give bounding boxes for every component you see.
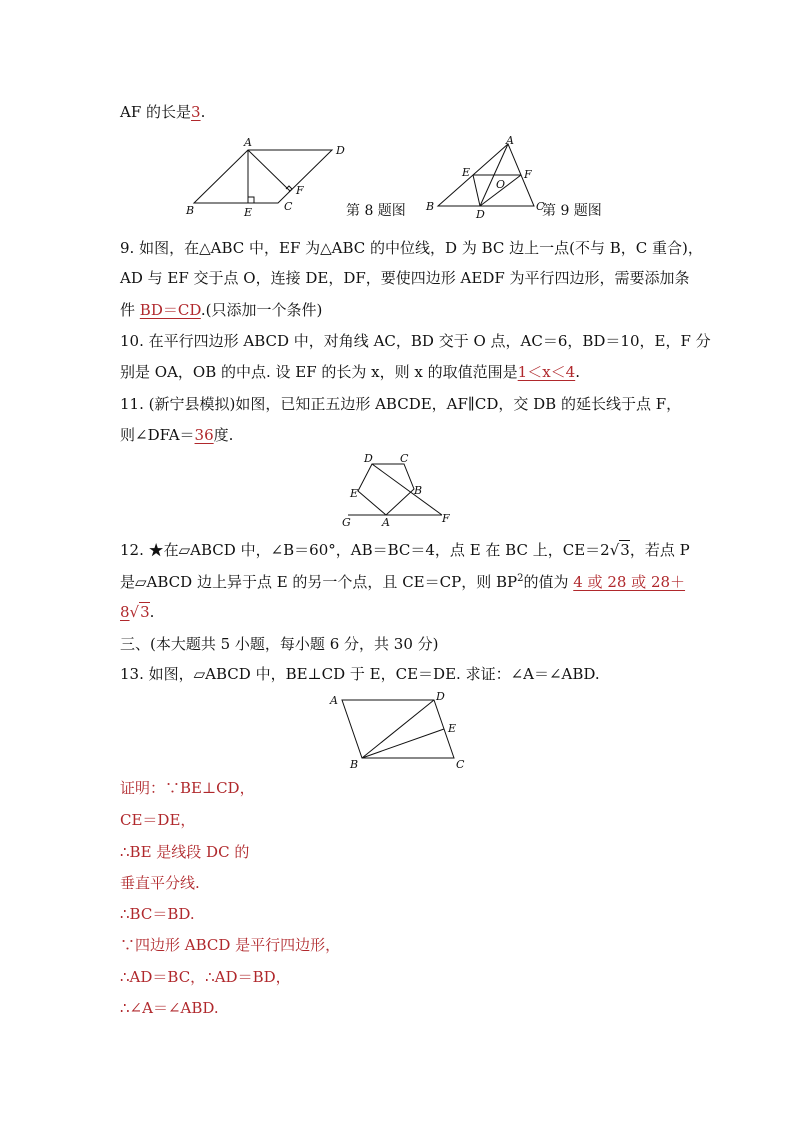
- q9-line-3: 件 BD＝CD.(只添加一个条件): [120, 301, 323, 319]
- label-e: E: [462, 166, 471, 179]
- proof-line-5: ∴BC＝BD.: [120, 905, 195, 923]
- q13-stem: 13. 如图，▱ABCD 中，BE⊥CD 于 E，CE＝DE. 求证：∠A＝∠ABD.: [120, 665, 600, 683]
- proof-line-2: CE＝DE，: [120, 811, 196, 829]
- proof-line-3: ∴BE 是线段 DC 的: [120, 843, 250, 861]
- label-c: C: [456, 758, 465, 771]
- label-b: B: [186, 204, 195, 217]
- label-c: C: [536, 200, 545, 213]
- label-f: F: [296, 184, 304, 197]
- q12-line-3: 8√3.: [120, 603, 155, 621]
- label-a: A: [244, 136, 252, 149]
- q12-answer-part-2: 8√3: [120, 603, 150, 621]
- figure-13-diagram: [326, 690, 476, 774]
- q12-line-1: 12. ★在▱ABCD 中，∠B＝60°，AB＝BC＝4，点 E 在 BC 上，CE＝2√3，若点 P: [120, 541, 690, 559]
- label-a: A: [382, 516, 390, 529]
- label-e: E: [350, 487, 359, 500]
- label-c: C: [400, 452, 409, 465]
- proof-line-4: 垂直平分线.: [120, 874, 200, 892]
- label-b: B: [426, 200, 435, 213]
- figure-11-diagram: [336, 452, 466, 532]
- parallelogram-abcd: [194, 150, 332, 203]
- figure-9: [420, 136, 550, 220]
- proof-line-8: ∴∠A＝∠ABD.: [120, 999, 219, 1017]
- q11-line-2: 则∠DFA＝36度.: [120, 426, 234, 444]
- q11-answer: 36: [194, 426, 214, 444]
- figure-8: [180, 136, 350, 220]
- q9-line-2: AD 与 EF 交于点 O，连接 DE，DF，要使四边形 AEDF 为平行四边形，需要添加条: [120, 269, 690, 287]
- figure-9-diagram: [420, 136, 550, 220]
- label-d: D: [336, 144, 345, 157]
- label-f: F: [442, 512, 450, 525]
- label-f: F: [524, 168, 532, 181]
- figure-11: [336, 452, 466, 532]
- right-angle-e: [248, 197, 254, 203]
- section-3-heading: 三、(本大题共 5 小题，每小题 6 分，共 30 分): [120, 635, 439, 653]
- q10-answer: 1＜x＜4: [517, 363, 576, 381]
- q12-answer-part-1: 4 或 28 或 28＋: [573, 573, 686, 591]
- q8-answer: 3: [191, 103, 201, 121]
- label-b: B: [414, 484, 423, 497]
- label-c: C: [284, 200, 293, 213]
- q10-line-1: 10. 在平行四边形 ABCD 中，对角线 AC，BD 交于 O 点，AC＝6，BD＝10，E，F 分: [120, 332, 711, 350]
- segment-af: [248, 150, 290, 191]
- label-e: E: [244, 206, 253, 219]
- q11-line-1: 11. (新宁县模拟)如图，已知正五边形 ABCDE，AF∥CD，交 DB 的延长线于点 F，: [120, 395, 682, 413]
- label-d: D: [436, 690, 445, 703]
- proof-line-1: 证明：∵BE⊥CD，: [120, 779, 255, 797]
- sqrt-symbol: √3: [609, 541, 630, 559]
- right-angle-f: [286, 186, 292, 192]
- proof-line-6: ∵四边形 ABCD 是平行四边形，: [120, 936, 341, 954]
- label-d: D: [476, 208, 485, 221]
- segment-be: [362, 729, 444, 758]
- label-e: E: [448, 722, 457, 735]
- label-b: B: [350, 758, 359, 771]
- q9-line-1: 9. 如图，在△ABC 中，EF 为△ABC 的中位线，D 为 BC 边上一点(不与 B，C 重合)，: [120, 239, 703, 257]
- q12-line-2: 是▱ABCD 边上异于点 E 的另一个点，且 CE＝CP，则 $BP^2$的值为 4 或 28 或 28＋: [120, 573, 686, 591]
- label-o: O: [496, 178, 506, 191]
- figure-13: [326, 690, 476, 774]
- figure-9-caption: 第 9 题图: [542, 203, 602, 219]
- label-a: A: [330, 694, 338, 707]
- q8-answer-line: AF 的长是3.: [120, 103, 206, 121]
- figure-8-caption: 第 8 题图: [346, 203, 406, 219]
- proof-line-7: ∴AD＝BC，∴AD＝BD，: [120, 968, 291, 986]
- label-g: G: [342, 516, 351, 529]
- label-a: A: [506, 134, 514, 147]
- sqrt-symbol: √3: [129, 603, 150, 621]
- figure-8-diagram: [180, 136, 350, 220]
- segment-bd: [362, 700, 434, 758]
- pentagon-abcde: [358, 464, 414, 515]
- q8-text: AF 的长是: [120, 103, 192, 121]
- label-d: D: [364, 452, 373, 465]
- segment-de: [473, 175, 480, 206]
- q10-line-2: 别是 OA，OB 的中点. 设 EF 的长为 x，则 x 的取值范围是1＜x＜4.: [120, 363, 580, 381]
- q9-answer: BD＝CD: [139, 301, 201, 319]
